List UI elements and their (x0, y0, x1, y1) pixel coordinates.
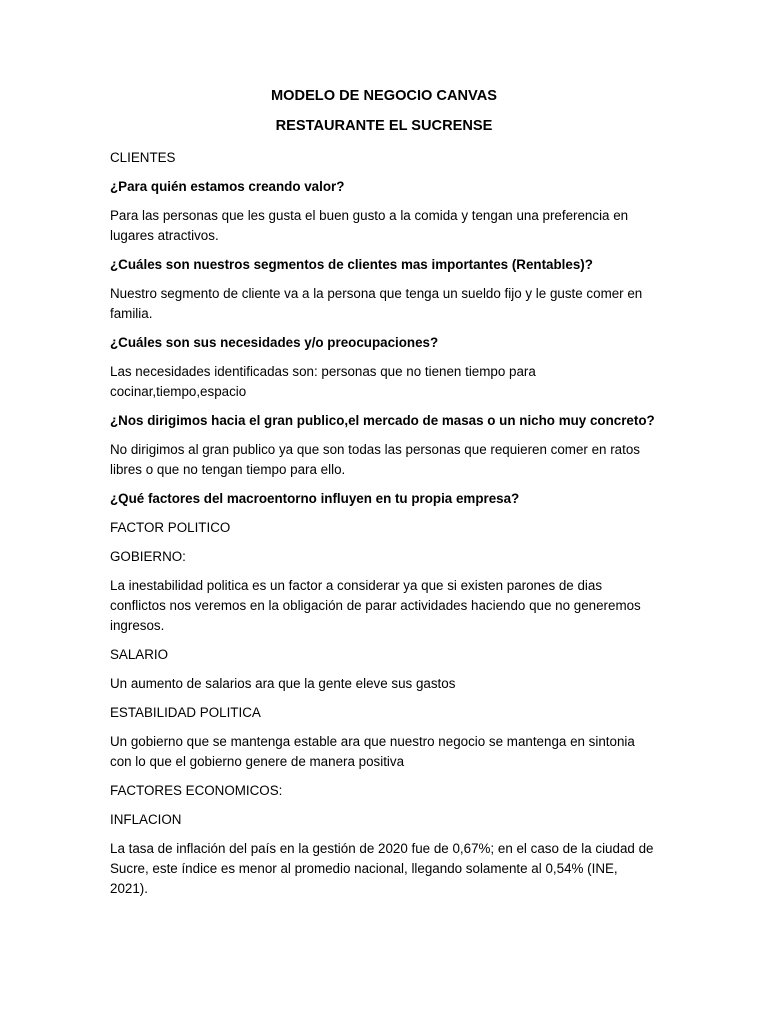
subheading-salario: SALARIO (110, 647, 169, 662)
section-heading-clientes: CLIENTES (110, 150, 176, 165)
answer-paragraph: Para las personas que les gusta el buen gusto a la comida y tengan una preferencia en lugares atractivos. (110, 208, 629, 243)
section-heading-factor-politico: FACTOR POLITICO (110, 520, 231, 535)
answer-paragraph: Las necesidades identificadas son: personas que no tienen tiempo para cocinar,tiempo,espacio (110, 364, 536, 399)
subheading-estabilidad-politica: ESTABILIDAD POLITICA (110, 705, 261, 720)
subheading-gobierno: GOBIERNO: (110, 549, 186, 564)
document-body (110, 86, 658, 908)
question-macroentorno: ¿Qué factores del macroentorno influyen en tu propia empresa? (110, 491, 520, 506)
answer-paragraph: Nuestro segmento de cliente va a la persona que tenga un sueldo fijo y le guste comer en familia. (110, 286, 643, 321)
document-subtitle: RESTAURANTE EL SUCRENSE (275, 118, 493, 134)
answer-paragraph: La inestabilidad politica es un factor a considerar ya que si existen parones de dias conflictos nos veremos en la obligación de parar actividades haciendo que no generemos ingresos. (110, 578, 641, 633)
answer-paragraph: La tasa de inflación del país en la gestión de 2020 fue de 0,67%; en el caso de la ciudad de Sucre, este índice es menor al promedio nacional, llegando solamente al 0,54% (INE, 2021). (110, 841, 654, 896)
document-title: MODELO DE NEGOCIO CANVAS (271, 88, 497, 104)
answer-paragraph: No dirigimos al gran publico ya que son todas las personas que requieren comer en ratos libres o que no tengan tiempo para ello. (110, 442, 640, 477)
question-publico: ¿Nos dirigimos hacia el gran publico,el mercado de masas o un nicho muy concreto? (110, 413, 655, 428)
section-heading-factores-economicos: FACTORES ECONOMICOS: (110, 783, 283, 798)
answer-paragraph: Un aumento de salarios ara que la gente eleve sus gastos (110, 676, 456, 691)
answer-paragraph: Un gobierno que se mantenga estable ara que nuestro negocio se mantenga en sintonia con lo que el gobierno genere de manera positiva (110, 734, 635, 769)
question-valor: ¿Para quién estamos creando valor? (110, 179, 345, 194)
question-necesidades: ¿Cuáles son sus necesidades y/o preocupaciones? (110, 335, 439, 350)
subheading-inflacion: INFLACION (110, 812, 182, 827)
question-segmentos: ¿Cuáles son nuestros segmentos de clientes mas importantes (Rentables)? (110, 257, 593, 272)
